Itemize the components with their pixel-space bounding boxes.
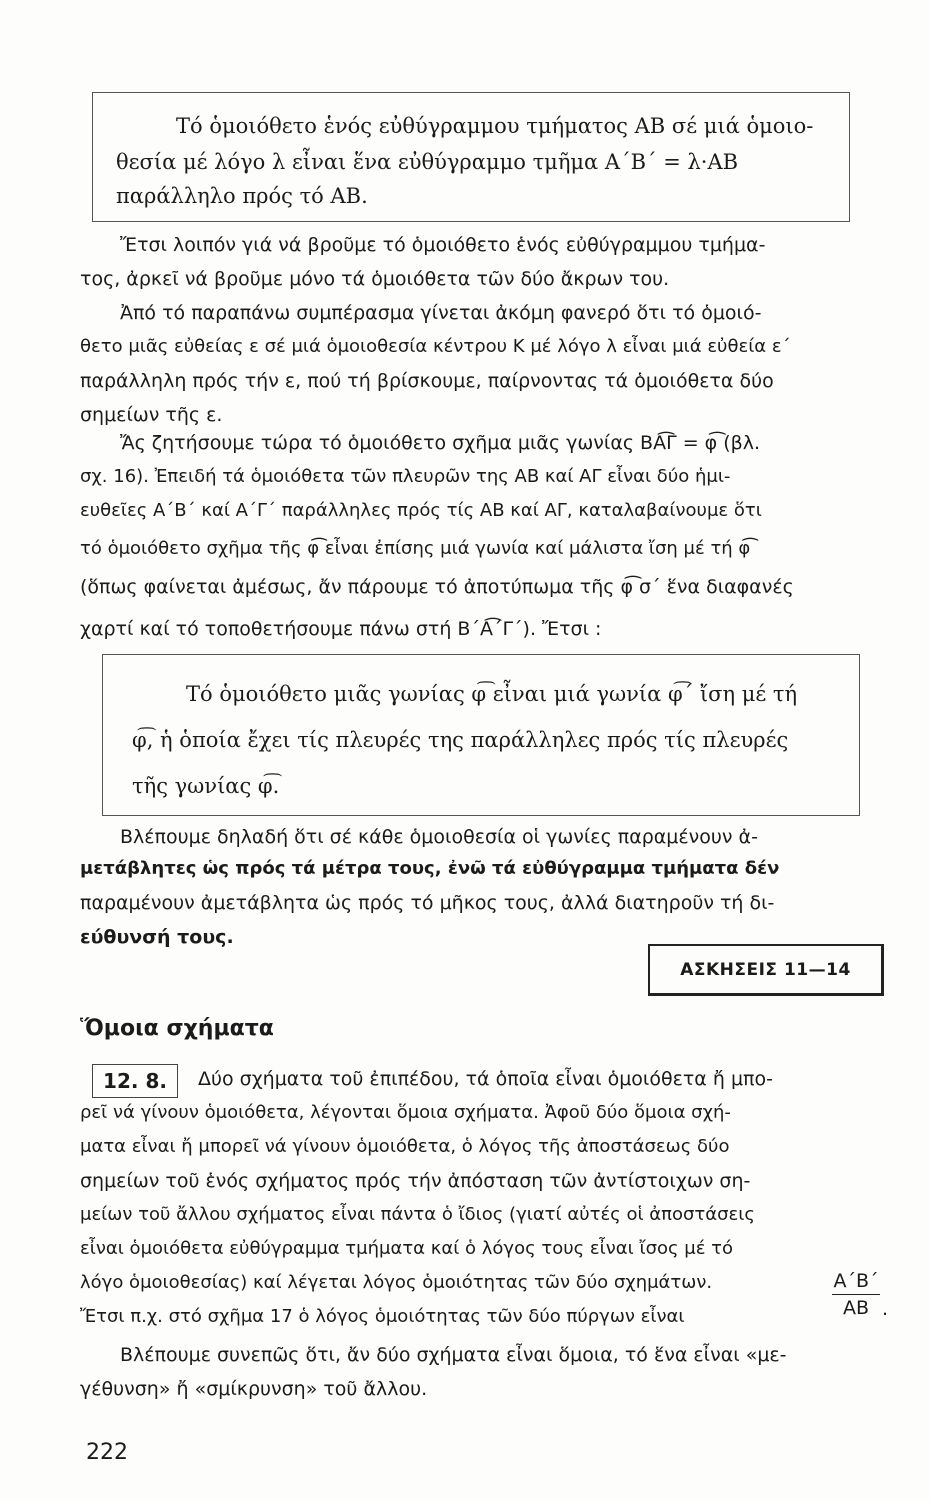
para2-line-3: παραμένουν ἀμετάβλητα ὡς πρός τό μῆκος τους, ἀλλά διατηροῦν τή δι- (80, 892, 775, 914)
para3-line-2: ρεῖ νά γίνουν ὁμοιόθετα, λέγονται ὅμοια σχήματα. Ἀφοῦ δύο ὅμοια σχή- (80, 1102, 731, 1123)
para2-text: Βλέπουμε δηλαδή ὅτι σέ κάθε ὁμοιοθεσία οἱ γωνίες παραμένουν ἀ- (120, 826, 758, 848)
box1-line-1: Τό ὁμοιόθετο ἑνός εὐθύγραμμου τμήματος ΑΒ σέ μιά ὁμοιο- (176, 114, 814, 138)
para3-line-3: ματα εἶναι ἤ μπορεῖ νά γίνουν ὁμοιόθετα, ὁ λόγος τῆς ἀποστάσεως δύο (80, 1136, 730, 1157)
para1-line-8: σχ. 16). Ἐπειδή τά ὁμοιόθετα τῶν πλευρῶν της ΑΒ καί ΑΓ εἶναι δύο ἡμι- (80, 466, 731, 487)
box2-line-1: Τό ὁμοιόθετο μιᾶς γωνίας φ͡ εἶναι μιά γωνία φ͡΄ ἴση μέ τή (186, 682, 798, 706)
para3-line-5: μείων τοῦ ἄλλου σχήματος εἶναι πάντα ὁ ἴδιος (γιατί αὐτές οἱ ἀποστάσεις (80, 1204, 755, 1225)
para1-line-1: Ἔτσι λοιπόν γιά νά βροῦμε τό ὁμοιόθετο ἑνός εὐθύγραμμου τμήμα- (120, 234, 766, 256)
section-title: Ὅμοια σχήματα (80, 1016, 274, 1041)
para1-line-12: χαρτί καί τό τοποθετήσουμε πάνω στή Β΄Α͡΄Γ΄). Ἔτσι : (80, 618, 602, 640)
fraction-numerator: Α΄Β΄ (832, 1270, 880, 1295)
para1-line-5: παράλληλη πρός τήν ε, πού τή βρίσκουμε, παίρνοντας τά ὁμοιόθετα δύο (80, 370, 774, 392)
para1-line-2: τος, ἀρκεῖ νά βροῦμε μόνο τά ὁμοιόθετα τῶν δύο ἄκρων του. (80, 268, 670, 290)
para1-line-4: θετο μιᾶς εὐθείας ε σέ μιά ὁμοιοθεσία κέντρου Κ μέ λόγο λ εἶναι μιά εὐθεία ε΄ (80, 336, 791, 357)
para3-line-9: Βλέπουμε συνεπῶς ὅτι, ἄν δύο σχήματα εἶναι ὅμοια, τό ἕνα εἶναι «με- (120, 1344, 787, 1366)
fraction-denominator: ΑΒ (842, 1297, 870, 1319)
para1-line-11: (ὅπως φαίνεται ἀμέσως, ἄν πάρουμε τό ἀποτύπωμα τῆς φ͡ σ΄ ἕνα διαφανές (80, 576, 794, 598)
para1-line-6: σημείων τῆς ε. (80, 404, 223, 426)
para1-line-9: ευθεῖες Α΄Β΄ καί Α΄Γ΄ παράλληλες πρός τίς ΑΒ καί ΑΓ, καταλαβαίνουμε ὅτι (80, 500, 762, 521)
section-number: 12. 8. (92, 1064, 178, 1098)
box1-line-3: παράλληλο πρός τό ΑΒ. (116, 184, 368, 208)
para1-line-3: Ἀπό τό παραπάνω συμπέρασμα γίνεται ἀκόμη φανερό ὅτι τό ὁμοιό- (120, 302, 762, 324)
para3-line-6: εἶναι ὁμοιόθετα εὐθύγραμμα τμήματα καί ὁ λόγος τους εἶναι ἴσος μέ τό (80, 1238, 734, 1259)
para3-line-4: σημείων τοῦ ἑνός σχήματος πρός τήν ἀπόσταση τῶν ἀντίστοιχων ση- (80, 1170, 751, 1192)
box2-line-3: τῆς γωνίας φ͡. (132, 774, 280, 798)
para1-line-10: τό ὁμοιόθετο σχῆμα τῆς φ͡ εἶναι ἐπίσης μιά γωνία καί μάλιστα ἴση μέ τή φ͡ (80, 538, 751, 559)
para3-line-8: Ἔτσι π.χ. στό σχῆμα 17 ὁ λόγος ὁμοιότητας τῶν δύο πύργων εἶναι (80, 1306, 685, 1327)
para3-line-7: λόγο ὁμοιοθεσίας) καί λέγεται λόγος ὁμοιότητας τῶν δύο σχημάτων. (80, 1272, 713, 1293)
exercises-box: ΑΣΚΗΣΕΙΣ 11—14 (648, 944, 884, 996)
para2-line-1 (120, 828, 758, 847)
box2-line-2: φ͡, ἡ ὁποία ἔχει τίς πλευρές της παράλληλες πρός τίς πλευρές (132, 728, 789, 752)
para2-line-2: μετάβλητες ὡς πρός τά μέτρα τους, ἐνῶ τά εὐθύγραμμα τμήματα δέν (80, 858, 780, 879)
page-number: 222 (86, 1440, 128, 1465)
ratio-fraction (832, 1270, 880, 1319)
para3-line-1: Δύο σχήματα τοῦ ἐπιπέδου, τά ὁποῖα εἶναι ὁμοιόθετα ἤ μπο- (198, 1068, 773, 1090)
para3-line-10: γέθυνση» ἤ «σμίκρυνση» τοῦ ἄλλου. (80, 1378, 428, 1400)
para1-line-7: Ἄς ζητήσουμε τώρα τό ὁμοιόθετο σχῆμα μιᾶς γωνίας ΒΑ͡Γ = φ͡ (βλ. (120, 432, 761, 454)
para2-line-4: εύθυνσή τους. (80, 926, 234, 948)
fraction-period: . (882, 1298, 889, 1320)
box1-line-2: θεσία μέ λόγο λ εἶναι ἕνα εὐθύγραμμο τμῆμα Α΄Β΄ = λ·ΑΒ (116, 150, 739, 174)
